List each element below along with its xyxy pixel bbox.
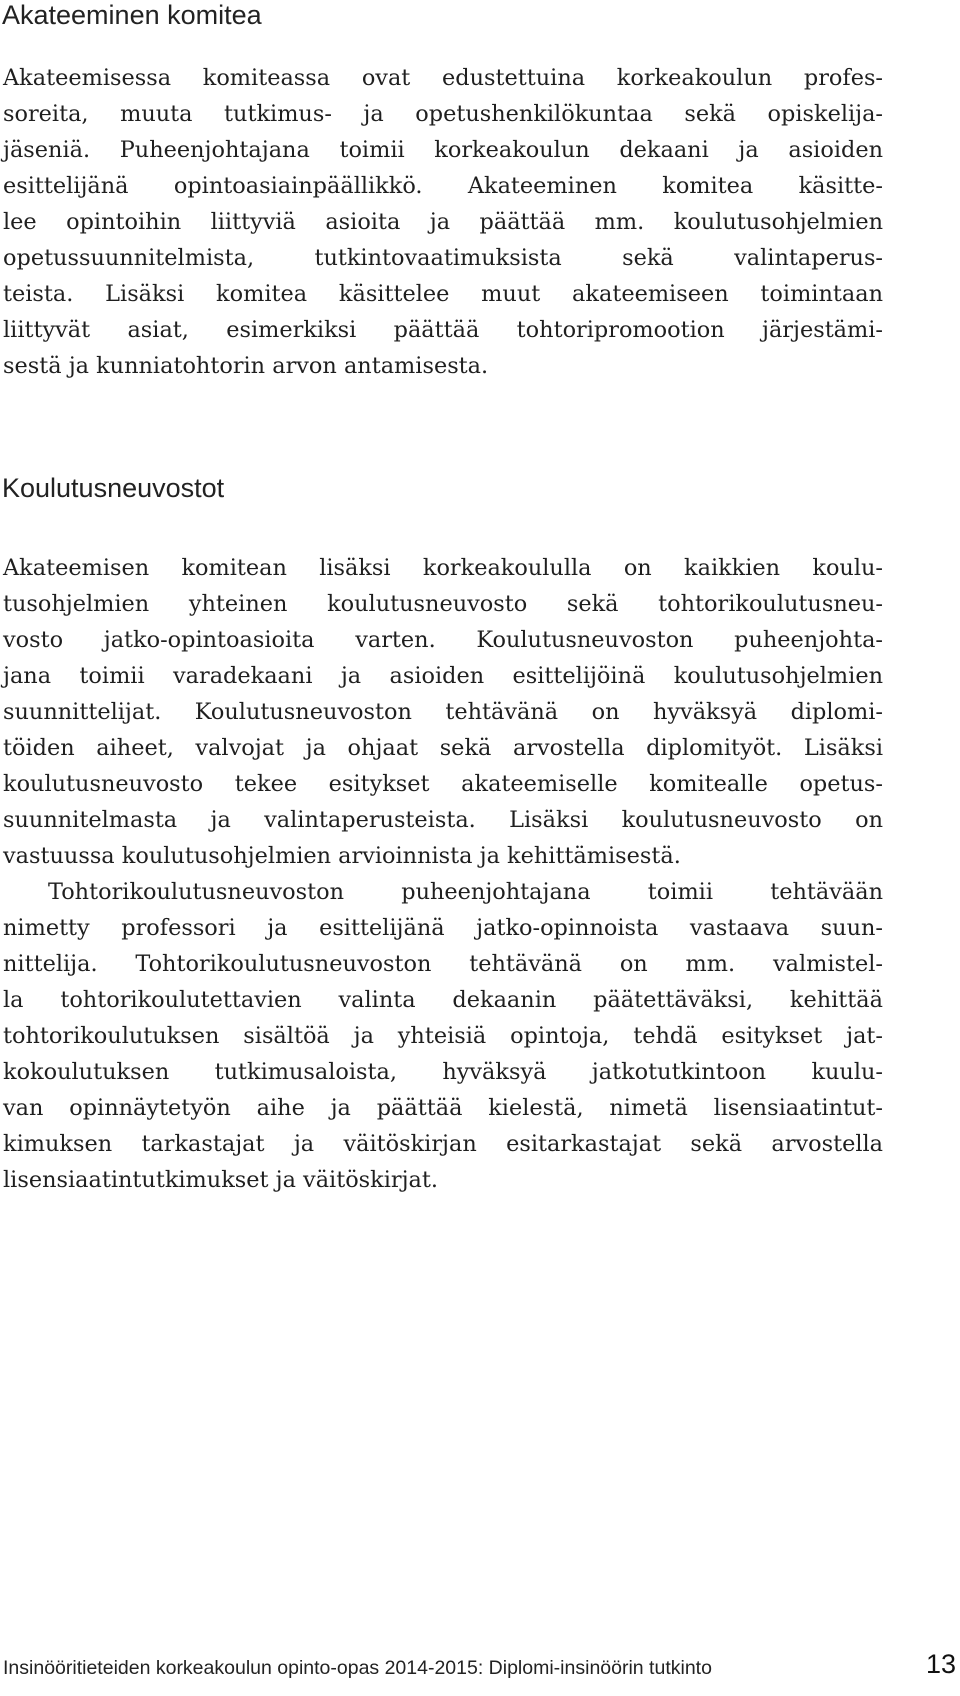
text-line: töiden aiheet, valvojat ja ohjaat sekä arvostella diplomityöt. Lisäksi — [3, 735, 883, 761]
text-line: lisensiaatintutkimukset ja väitöskirjat. — [3, 1167, 439, 1193]
text-line: Tohtorikoulutusneuvoston puheenjohtajana toimii tehtävään — [48, 879, 883, 905]
page-number: 13 — [925, 1649, 956, 1679]
text-line: jana toimii varadekaani ja asioiden esittelijöinä koulutusohjelmien — [3, 663, 883, 689]
text-line: kokoulutuksen tutkimusaloista, hyväksyä jatkotutkintoon kuulu- — [3, 1059, 883, 1085]
text-line: nimetty professori ja esittelijänä jatko-opinnoista vastaava suun- — [3, 915, 883, 941]
text-line: Akateemisen komitean lisäksi korkeakoululla on kaikkien koulu- — [3, 555, 883, 581]
text-line: nittelija. Tohtorikoulutusneuvoston tehtävänä on mm. valmistel- — [3, 951, 883, 977]
text-line: kimuksen tarkastajat ja väitöskirjan esitarkastajat sekä arvostella — [3, 1131, 883, 1157]
section-body-koulutusneuvostot — [3, 550, 883, 1198]
text-line: esittelijänä opintoasiainpäällikkö. Akateeminen komitea käsitte- — [3, 173, 883, 199]
section-heading-koulutusneuvostot: Koulutusneuvostot — [2, 473, 225, 503]
text-line: vosto jatko-opintoasioita varten. Koulutusneuvoston puheenjohta- — [3, 627, 883, 653]
text-line: liittyvät asiat, esimerkiksi päättää tohtoripromootion järjestämi- — [3, 317, 883, 343]
page-footer: Insinööritieteiden korkeakoulun opinto-opas 2014-2015: Diplomi-insinöörin tutkinto — [3, 1657, 712, 1679]
text-line: teista. Lisäksi komitea käsittelee muut akateemiseen toimintaan — [3, 281, 883, 307]
text-line: opetussuunnitelmista, tutkintovaatimuksista sekä valintaperus- — [3, 245, 883, 271]
section-heading-akateeminen-komitea: Akateeminen komitea — [2, 0, 262, 30]
text-line: tohtorikoulutuksen sisältöä ja yhteisiä opintoja, tehdä esitykset jat- — [3, 1023, 883, 1049]
text-line: koulutusneuvosto tekee esitykset akateemiselle komitealle opetus- — [3, 771, 883, 797]
paragraph — [3, 60, 883, 384]
text-line: soreita, muuta tutkimus- ja opetushenkilökuntaa sekä opiskelija- — [3, 101, 883, 127]
text-line: van opinnäytetyön aihe ja päättää kielestä, nimetä lisensiaatintut- — [3, 1095, 883, 1121]
text-line: sestä ja kunniatohtorin arvon antamisesta. — [3, 353, 489, 379]
paragraph — [3, 550, 883, 874]
paragraph — [3, 874, 883, 1198]
text-line: la tohtorikoulutettavien valinta dekaanin päätettäväksi, kehittää — [3, 987, 883, 1013]
text-line: suunnittelijat. Koulutusneuvoston tehtävänä on hyväksyä diplomi- — [3, 699, 883, 725]
section-body-akateeminen-komitea — [3, 60, 883, 384]
text-line: jäseniä. Puheenjohtajana toimii korkeakoulun dekaani ja asioiden — [3, 137, 883, 163]
text-line: tusohjelmien yhteinen koulutusneuvosto sekä tohtorikoulutusneu- — [3, 591, 883, 617]
text-line: suunnitelmasta ja valintaperusteista. Lisäksi koulutusneuvosto on — [3, 807, 883, 833]
text-line: lee opintoihin liittyviä asioita ja päättää mm. koulutusohjelmien — [3, 209, 883, 235]
text-line: vastuussa koulutusohjelmien arvioinnista ja kehittämisestä. — [3, 843, 681, 869]
text-line: Akateemisessa komiteassa ovat edustettuina korkeakoulun profes- — [3, 65, 883, 91]
